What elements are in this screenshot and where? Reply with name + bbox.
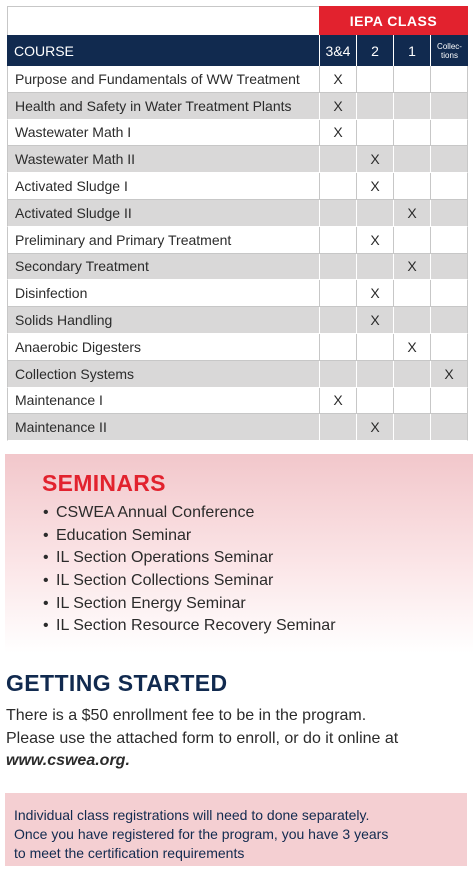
class-mark-cell xyxy=(356,334,393,361)
class-mark-cell xyxy=(319,280,356,307)
class-mark-cell: X xyxy=(356,280,393,307)
class-mark-cell xyxy=(393,227,430,254)
getting-started-title: GETTING STARTED xyxy=(6,670,228,696)
class-mark-cell xyxy=(430,200,468,227)
website-link[interactable]: www.cswea.org xyxy=(6,752,126,769)
column-header-class-1: 1 xyxy=(393,35,430,66)
seminar-item xyxy=(43,570,336,593)
class-mark-cell: X xyxy=(319,66,356,93)
class-mark-cell xyxy=(393,173,430,200)
class-mark-cell xyxy=(430,414,468,441)
website-link-period: . xyxy=(125,752,130,769)
bullet-icon: • xyxy=(43,594,49,612)
registration-note xyxy=(5,793,467,866)
class-mark-cell xyxy=(393,93,430,120)
seminar-item xyxy=(43,502,336,525)
class-mark-cell: X xyxy=(319,120,356,147)
seminar-label: IL Section Resource Recovery Seminar xyxy=(56,617,336,635)
class-mark-cell xyxy=(319,361,356,388)
class-mark-cell xyxy=(430,388,468,415)
course-name: Purpose and Fundamentals of WW Treatment xyxy=(7,66,319,93)
table-row xyxy=(7,227,468,254)
class-mark-cell xyxy=(356,361,393,388)
collections-header-line1: Collec- xyxy=(437,41,462,51)
seminars-panel xyxy=(5,454,473,653)
course-name: Activated Sludge I xyxy=(7,173,319,200)
class-mark-cell xyxy=(430,254,468,281)
class-mark-cell: X xyxy=(356,173,393,200)
class-mark-cell xyxy=(393,414,430,441)
table-row xyxy=(7,66,468,93)
table-row xyxy=(7,307,468,334)
class-mark-cell: X xyxy=(430,361,468,388)
table-column-header-row xyxy=(7,35,468,66)
seminar-label: Education Seminar xyxy=(56,526,192,544)
note-line2: Once you have registered for the program, you have 3 years xyxy=(14,826,389,842)
class-mark-cell: X xyxy=(393,254,430,281)
table-row xyxy=(7,200,468,227)
bullet-icon: • xyxy=(43,617,49,635)
class-mark-cell xyxy=(393,120,430,147)
class-mark-cell xyxy=(356,254,393,281)
course-name: Collection Systems xyxy=(7,361,319,388)
class-mark-cell xyxy=(430,307,468,334)
class-mark-cell xyxy=(430,146,468,173)
course-name: Health and Safety in Water Treatment Plants xyxy=(7,93,319,120)
seminar-item xyxy=(43,525,336,548)
table-row xyxy=(7,388,468,415)
course-name: Preliminary and Primary Treatment xyxy=(7,227,319,254)
table-row xyxy=(7,414,468,441)
class-mark-cell: X xyxy=(356,414,393,441)
seminar-label: IL Section Operations Seminar xyxy=(56,549,274,567)
class-mark-cell: X xyxy=(393,334,430,361)
bullet-icon: • xyxy=(43,549,49,567)
table-row xyxy=(7,280,468,307)
course-name: Secondary Treatment xyxy=(7,254,319,281)
class-mark-cell xyxy=(319,200,356,227)
course-table xyxy=(7,6,468,441)
class-mark-cell: X xyxy=(319,388,356,415)
getting-started-line2: Please use the attached form to enroll, or do it online at xyxy=(6,729,399,747)
column-header-collections xyxy=(430,35,468,66)
class-mark-cell xyxy=(393,280,430,307)
class-mark-cell: X xyxy=(356,146,393,173)
class-mark-cell xyxy=(430,66,468,93)
class-mark-cell xyxy=(356,66,393,93)
course-name: Maintenance I xyxy=(7,388,319,415)
class-mark-cell xyxy=(319,334,356,361)
column-header-class-2: 2 xyxy=(356,35,393,66)
class-mark-cell: X xyxy=(356,227,393,254)
collections-header-line2: tions xyxy=(441,50,458,60)
note-line3: to meet the certification requirements xyxy=(14,845,245,861)
table-row xyxy=(7,254,468,281)
table-row xyxy=(7,93,468,120)
class-mark-cell xyxy=(356,93,393,120)
class-mark-cell: X xyxy=(356,307,393,334)
class-mark-cell xyxy=(319,414,356,441)
column-header-course: COURSE xyxy=(14,42,74,59)
column-header-class-3-4: 3&4 xyxy=(319,35,356,66)
table-body xyxy=(7,66,468,441)
class-mark-cell xyxy=(393,361,430,388)
seminar-item xyxy=(43,615,336,638)
class-mark-cell xyxy=(393,146,430,173)
getting-started-text xyxy=(6,705,446,773)
class-mark-cell xyxy=(430,173,468,200)
seminar-label: IL Section Energy Seminar xyxy=(56,594,246,612)
table-row xyxy=(7,361,468,388)
bullet-icon: • xyxy=(43,504,49,521)
table-row xyxy=(7,334,468,361)
class-mark-cell: X xyxy=(393,200,430,227)
seminars-title: SEMINARS xyxy=(42,470,166,496)
class-mark-cell xyxy=(393,307,430,334)
note-line1: Individual class registrations will need to done separately. xyxy=(14,807,370,823)
getting-started-line1: There is a $50 enrollment fee to be in the program. xyxy=(6,707,367,724)
class-mark-cell xyxy=(393,66,430,93)
course-name: Activated Sludge II xyxy=(7,200,319,227)
class-mark-cell xyxy=(430,120,468,147)
table-row xyxy=(7,120,468,147)
course-name: Disinfection xyxy=(7,280,319,307)
seminar-item xyxy=(43,547,336,570)
iepa-class-header: IEPA CLASS xyxy=(319,6,468,35)
header-spacer xyxy=(7,6,319,35)
course-name: Anaerobic Digesters xyxy=(7,334,319,361)
class-mark-cell xyxy=(430,280,468,307)
class-mark-cell xyxy=(319,227,356,254)
table-group-header-row xyxy=(7,6,468,35)
class-mark-cell xyxy=(430,93,468,120)
course-name: Solids Handling xyxy=(7,307,319,334)
class-mark-cell xyxy=(356,200,393,227)
class-mark-cell xyxy=(430,227,468,254)
class-mark-cell xyxy=(356,120,393,147)
course-name: Wastewater Math I xyxy=(7,120,319,147)
seminars-list xyxy=(43,502,336,638)
class-mark-cell xyxy=(356,388,393,415)
bullet-icon: • xyxy=(43,572,49,590)
class-mark-cell xyxy=(319,146,356,173)
table-row xyxy=(7,173,468,200)
seminar-label: CSWEA Annual Conference xyxy=(56,504,255,521)
class-mark-cell xyxy=(319,307,356,334)
seminar-label: IL Section Collections Seminar xyxy=(56,572,274,590)
class-mark-cell xyxy=(319,173,356,200)
course-name: Maintenance II xyxy=(7,414,319,441)
table-row xyxy=(7,146,468,173)
class-mark-cell xyxy=(393,388,430,415)
class-mark-cell: X xyxy=(319,93,356,120)
bullet-icon: • xyxy=(43,526,49,544)
seminar-item xyxy=(43,593,336,616)
class-mark-cell xyxy=(319,254,356,281)
class-mark-cell xyxy=(430,334,468,361)
course-name: Wastewater Math II xyxy=(7,146,319,173)
